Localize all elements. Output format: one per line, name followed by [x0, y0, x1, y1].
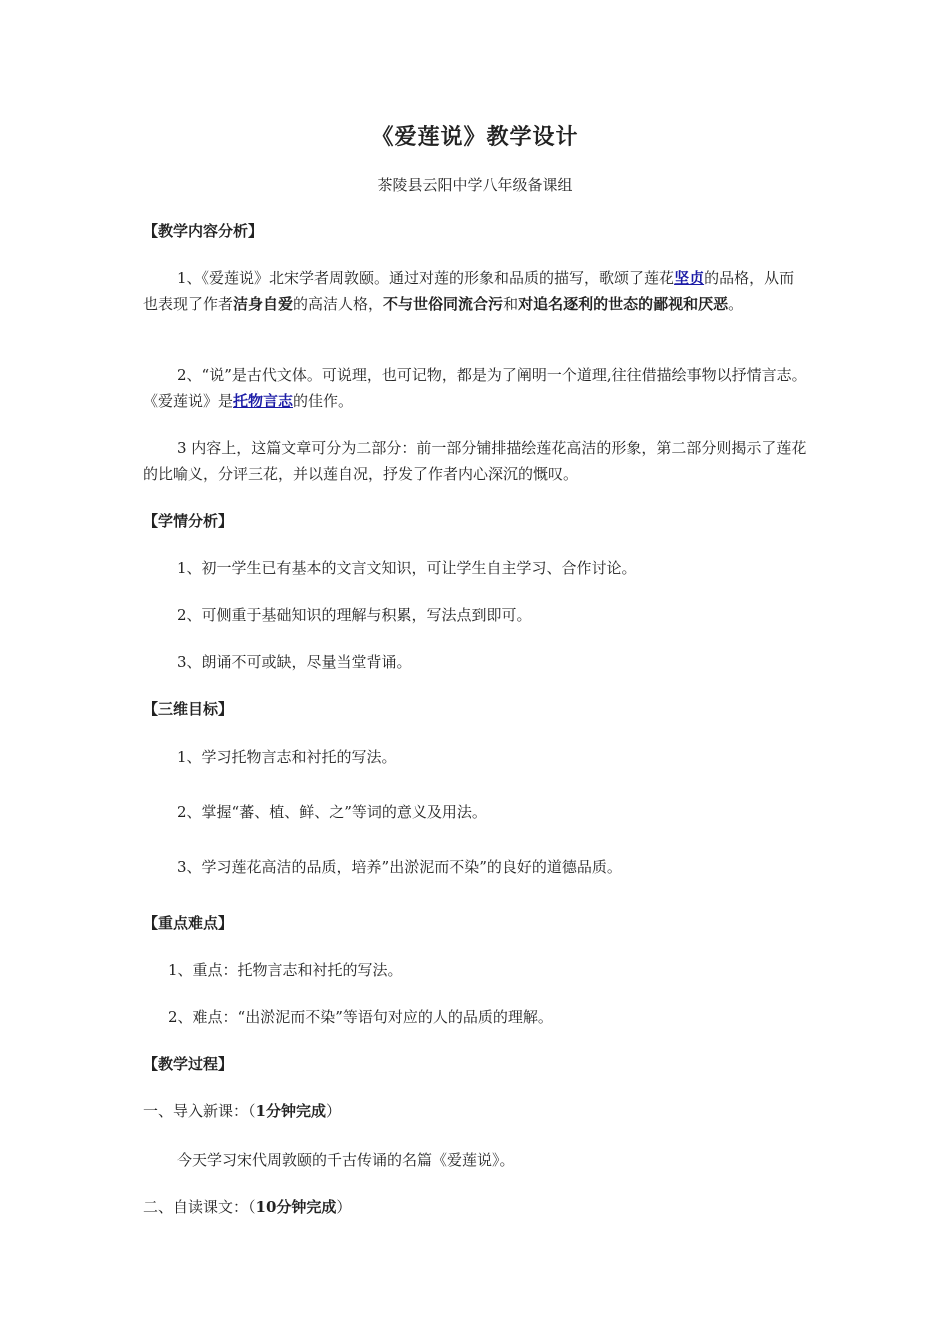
link-tuowu-yanzhi[interactable]: 托物言志: [233, 392, 294, 410]
section-heading-content-analysis: 【教学内容分析】: [143, 222, 264, 240]
link-jianzhen[interactable]: 坚贞: [674, 269, 705, 287]
paragraph-text: 的高洁人格，: [293, 295, 384, 313]
step-label: 二、自读课文：（: [143, 1198, 256, 1216]
paragraph-text: 的佳作。: [293, 392, 354, 410]
section-heading-goals: 【三维目标】: [143, 700, 234, 718]
section-heading-key-points: 【重点难点】: [143, 914, 234, 932]
bold-phrase: 对追名逐利的世态的鄙视和厌恶: [518, 295, 729, 313]
learner-analysis-item: 3、朗诵不可或缺，尽量当堂背诵。: [177, 653, 412, 671]
step-label-close: ）: [336, 1198, 352, 1216]
page-subtitle: 茶陵县云阳中学八年级备课组: [377, 176, 573, 194]
content-analysis-paragraph-2: [143, 362, 807, 414]
paragraph-text: 。: [728, 295, 744, 313]
key-point-item: 2、难点：“出淤泥而不染”等语句对应的人的品质的理解。: [168, 1008, 553, 1026]
goal-item: 2、掌握“蕃、植、鲜、之”等词的意义及用法。: [177, 803, 487, 821]
paragraph-text: 2、“说”是古代文体。可说理，也可记物，都是为了阐明一个道理,往往借描绘事物以抒情言志。《爱莲说》是: [143, 366, 807, 410]
step-time: 10分钟完成: [255, 1198, 337, 1216]
process-step-2: [143, 1194, 351, 1220]
learner-analysis-item: 1、初一学生已有基本的文言文知识，可让学生自主学习、合作讨论。: [177, 559, 637, 577]
bold-phrase: 不与世俗同流合污: [383, 295, 504, 313]
paragraph-text: 和: [503, 295, 519, 313]
step-label: 一、导入新课：（: [143, 1102, 256, 1120]
section-heading-learner-analysis: 【学情分析】: [143, 512, 234, 530]
paragraph-text: 的品格，从而也表现了作者: [143, 269, 795, 313]
bold-phrase: 洁身自爱: [233, 295, 294, 313]
goal-item: 1、学习托物言志和衬托的写法。: [177, 748, 397, 766]
step-label-close: ）: [325, 1102, 341, 1120]
process-step-1: [143, 1098, 341, 1124]
process-step-1-text: 今天学习宋代周敦颐的千古传诵的名篇《爱莲说》。: [177, 1151, 515, 1169]
goal-item: 3、学习莲花高洁的品质，培养”出淤泥而不染”的良好的道德品质。: [177, 858, 622, 876]
paragraph-text: 1、《爱莲说》北宋学者周敦颐。通过对莲的形象和品质的描写，歌颂了莲花: [177, 269, 675, 287]
learner-analysis-item: 2、可侧重于基础知识的理解与积累，写法点到即可。: [177, 606, 532, 624]
key-point-item: 1、重点：托物言志和衬托的写法。: [168, 961, 403, 979]
content-analysis-paragraph-3: 3 内容上，这篇文章可分为二部分：前一部分铺排描绘莲花高洁的形象，第二部分则揭示了莲花的比喻义，分评三花，并以莲自况，抒发了作者内心深沉的慨叹。: [143, 439, 807, 483]
step-time: 1分钟完成: [255, 1102, 326, 1120]
content-analysis-paragraph-1: [143, 265, 807, 317]
section-heading-process: 【教学过程】: [143, 1055, 234, 1073]
page-title: 《爱莲说》教学设计: [371, 124, 579, 150]
